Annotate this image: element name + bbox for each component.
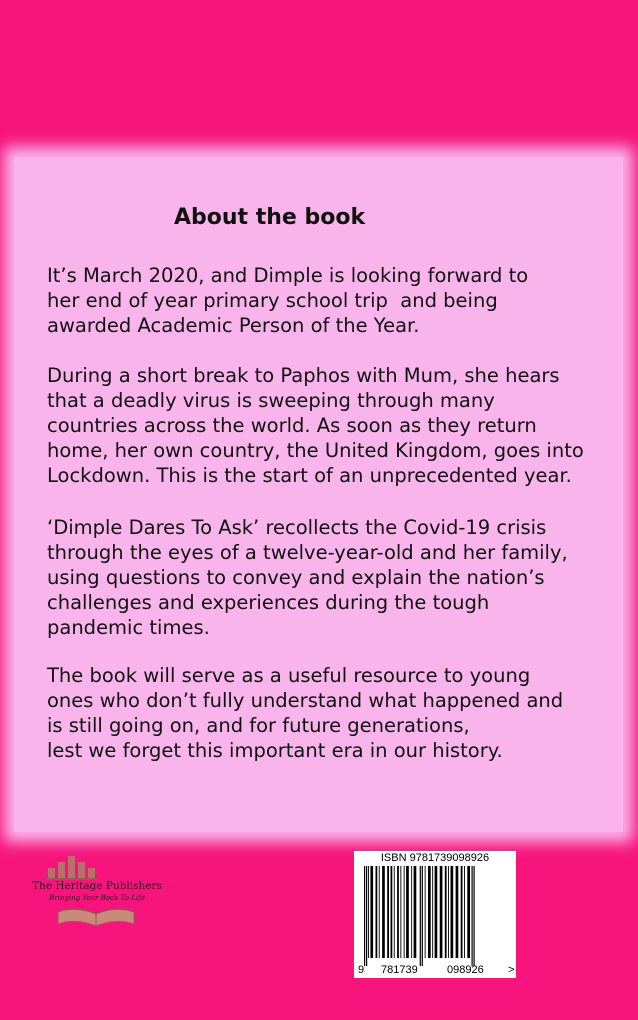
about-paragraph-1: It’s March 2020, and Dimple is looking forward to her end of year primary school trip and being awarded Academic Person of the Year. (47, 264, 529, 337)
barcode-bar (394, 866, 395, 958)
barcode-bar (370, 866, 373, 958)
barcode-bar (451, 866, 454, 958)
barcode-bar (397, 866, 399, 958)
about-paragraph-3: ‘Dimple Dares To Ask’ recollects the Covid-19 crisis through the eyes of a twelve-year-old and her family, using questions to convey and explain the nation’s challenges and experiences during the tough pandemic times. (47, 516, 568, 639)
barcode-bar (425, 866, 426, 958)
barcode-bar (376, 866, 378, 958)
barcode-bars (360, 866, 510, 966)
publisher-tagline: Bringing Your Book To Life (49, 894, 145, 902)
about-paragraph-2: During a short break to Paphos with Mum, she hears that a deadly virus is sweeping through many countries across the world. As soon as they return home, her own country, the United Kingdom, goes into Lockdown. This is the start of an unprecedented year. (47, 364, 584, 487)
barcode-bar (391, 866, 393, 958)
barcode-bar (404, 866, 405, 958)
publisher-logo (26, 850, 168, 930)
barcode-guard-bar (472, 866, 473, 966)
barcode-bar (440, 866, 443, 958)
barcode-bar (448, 866, 449, 958)
barcode-bar (411, 866, 412, 958)
barcode-bar (379, 866, 380, 958)
barcode-bar (467, 866, 470, 958)
about-paragraph-4: The book will serve as a useful resource to young ones who don’t fully understand what happened and is still going on, and for future generations, lest we forget this important era in our history. (47, 664, 564, 762)
barcode-bar (432, 866, 433, 958)
barcode-bar (400, 866, 401, 958)
barcode-bar (456, 866, 459, 958)
barcode-guard-bar (366, 866, 367, 966)
publisher-name: The Heritage Publishers (32, 880, 162, 892)
barcode-bar (461, 866, 463, 958)
isbn-label: ISBN 9781739098926 (380, 852, 490, 864)
barcode-guard-bar (420, 866, 421, 966)
barcode-guard-bar (474, 866, 475, 966)
barcode-bar (382, 866, 385, 958)
isbn-barcode (354, 851, 516, 978)
about-heading: About the book (174, 205, 366, 230)
barcode-right-digits: 098926 (447, 964, 484, 976)
barcode-end-mark: > (508, 964, 515, 976)
barcode-lead-digit: 9 (358, 964, 365, 976)
barcode-guard-bar (364, 866, 365, 966)
barcode-bar (387, 866, 389, 958)
barcode-bar (428, 866, 431, 958)
barcode-bar (414, 866, 417, 958)
barcode-bar (445, 866, 447, 958)
barcode-bar (368, 866, 369, 958)
book-columns-logo-icon (38, 850, 158, 880)
open-book-icon (56, 904, 136, 928)
barcode-bar (464, 866, 465, 958)
barcode-bar (406, 866, 409, 958)
barcode-guard-bar (422, 866, 423, 966)
barcode-left-digits: 781739 (381, 964, 418, 976)
about-panel (14, 157, 623, 832)
barcode-bar (435, 866, 438, 958)
